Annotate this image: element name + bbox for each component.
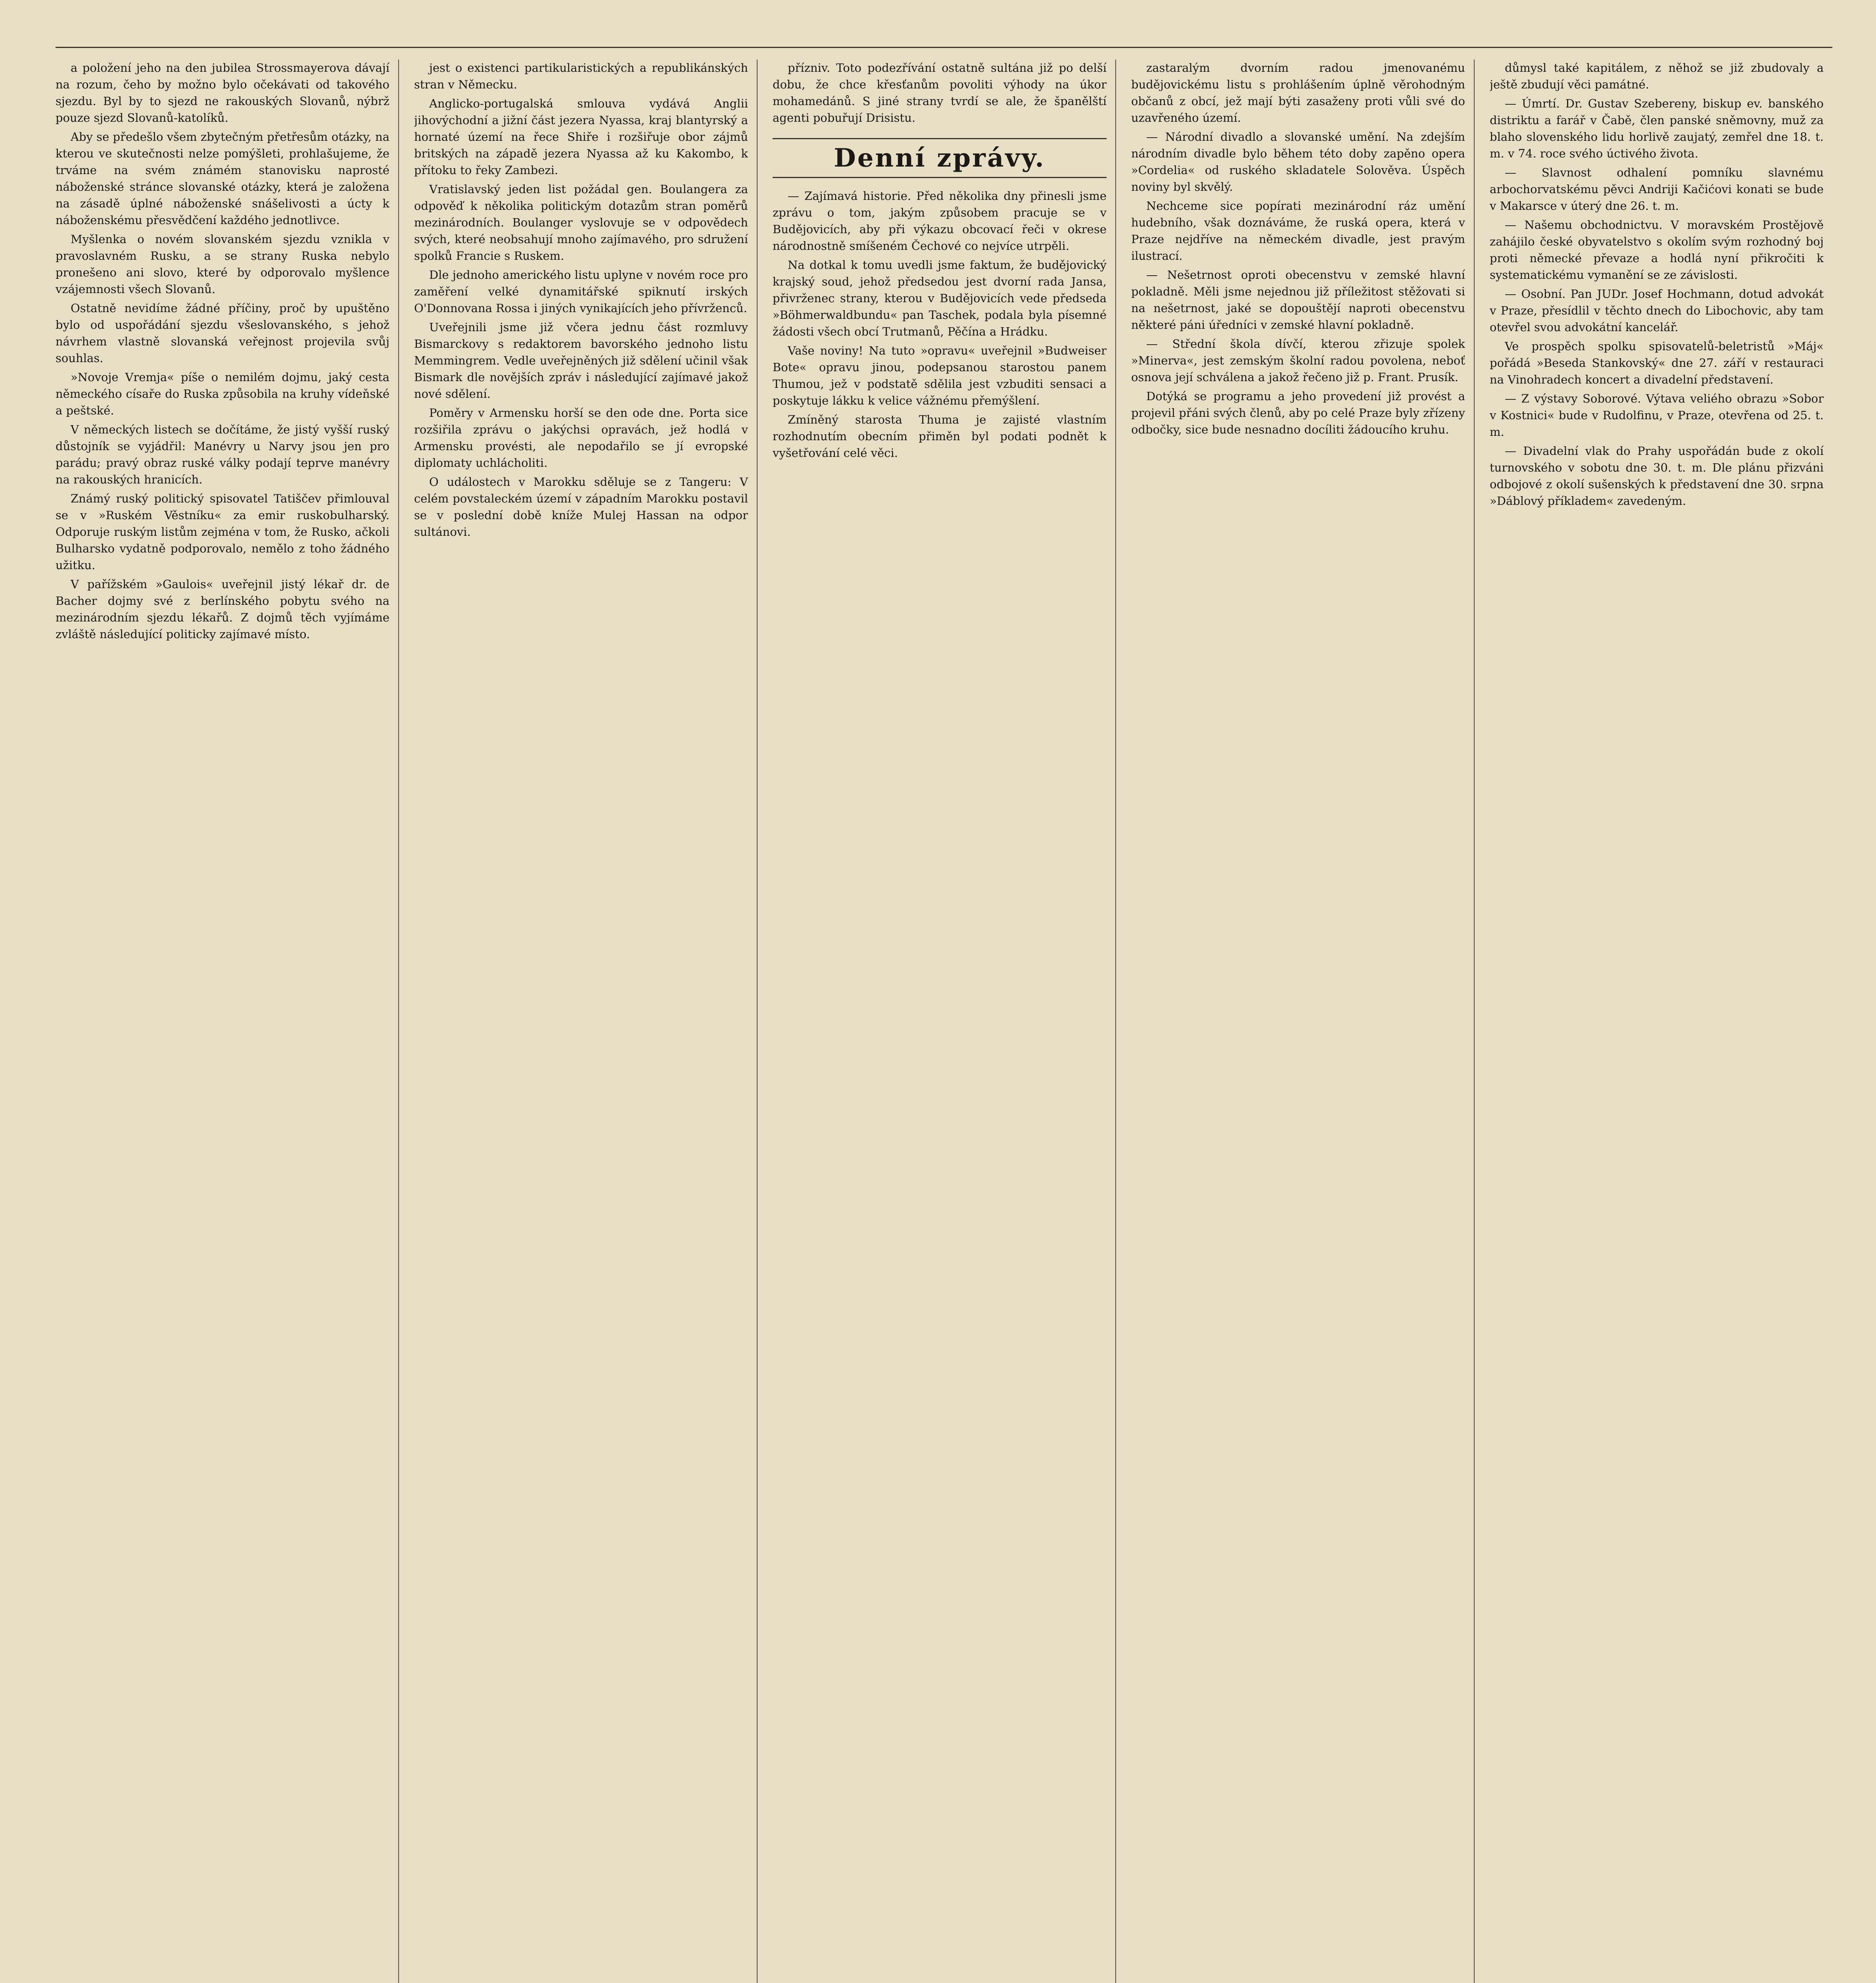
- columns-container: [56, 59, 1832, 1983]
- column-5: [1490, 59, 1832, 1983]
- article-paragraph: — Úmrtí. Dr. Gustav Szebereny, biskup ev. banského distriktu a farář v Čabě, člen panské sněmovny, muž za blaho slovenského lidu horlivě zaujatý, zemřel dne 18. t. m. v 74. roce svého úctivého života.: [1490, 97, 1824, 160]
- article-paragraph: Dle jednoho amerického listu uplyne v novém roce pro zaměření velké dynamitářské spiknutí irských O'Donnovana Rossa i jiných vynikajících jeho přívrženců.: [414, 268, 748, 315]
- article-paragraph: Zmíněný starosta Thuma je zajisté vlastním rozhodnutím obecním přiměn byl podati podnět k vyšetřování celé věci.: [773, 413, 1107, 460]
- article-paragraph: a položení jeho na den jubilea Strossmayerova dávají na rozum, čeho by možno bylo očekávati od takového sjezdu. Byl by to sjezd ne rakouských Slovanů, nýbrž pouze sjezd Slovanů-katolíků.: [56, 61, 389, 125]
- article-paragraph: důmysl také kapitálem, z něhož se již zbudovaly a ještě zbudují věci památné.: [1490, 61, 1824, 91]
- article-paragraph: Ostatně nevidíme žádné příčiny, proč by upuštěno bylo od uspořádání sjezdu všeslovanského, s jehož návrhem vlastně slovanská veřejnost projevila svůj souhlas.: [56, 301, 389, 365]
- article-paragraph: Známý ruský politický spisovatel Tatiščev přimlouval se v »Ruském Věstníku« za emir ruskobulharský. Odporuje ruským listům zejména v tom, že Rusko, ačkoli Bulharsko vydatně podporovalo, nemělo z toho žádného užitku.: [56, 492, 389, 572]
- article-paragraph: jest o existenci partikularistických a republikánských stran v Německu.: [414, 61, 748, 91]
- article-paragraph: V pařížském »Gaulois« uveřejnil jistý lékař dr. de Bacher dojmy své z berlínského pobytu svého na mezinárodním sjezdu lékařů. Z dojmů těch vyjímáme zvláště následující politicky zajímavé místo.: [56, 577, 389, 641]
- article-paragraph: Anglicko-portugalská smlouva vydává Anglii jihovýchodní a jižní část jezera Nyassa, kraj blantyrský a hornaté území na řece Shiře i rozšiřuje obor zájmů britských na západě jezera Nyassa až ku Kakombo, k přítoku to řeky Zambezi.: [414, 97, 748, 177]
- article-paragraph: — Nešetrnost oproti obecenstvu v zemské hlavní pokladně. Měli jsme nejednou již příležitost stěžovati si na nešetrnost, jaké se dopouštějí naproti obecenstvu některé páni úředníci v zemské hlavní pokladně.: [1131, 268, 1465, 332]
- article-paragraph: O událostech v Marokku sděluje se z Tangeru: V celém povstaleckém území v západním Marokku postavil se v poslední době kníže Mulej Hassan na odpor sultánovi.: [414, 475, 748, 539]
- article-paragraph: přízniv. Toto podezřívání ostatně sultána již po delší dobu, že chce křesťanům povoliti výhody na úkor mohamedánů. S jiné strany tvrdí se ale, že španělští agenti pobuřují Drisistu.: [773, 61, 1107, 125]
- article-paragraph: Uveřejnili jsme již včera jednu část rozmluvy Bismarckovy s redaktorem bavorského jednoho listu Memmingrem. Vedle uveřejněných již sdělení učinil však Bismark dle novějších zpráv i následující zajímavé jakož nové sdělení.: [414, 320, 748, 401]
- column-2: [414, 59, 758, 1983]
- article-paragraph: — Našemu obchodnictvu. V moravském Prostějově zahájilo české obyvatelstvo s okolím svým rozhodný boj proti německé převaze a hodlá nyní přikročiti k systematickému vymanění se ze závislosti.: [1490, 218, 1824, 282]
- article-paragraph: Vaše noviny! Na tuto »opravu« uveřejnil »Budweiser Bote« opravu jinou, podepsanou starostou panem Thumou, jež v podstatě sdělila jest vzbuditi sensaci a poskytuje lákku k velice vážnému přemýšlení.: [773, 344, 1107, 407]
- article-paragraph: Ve prospěch spolku spisovatelů-beletristů »Máj« pořádá »Beseda Stankovský« dne 27. září v restauraci na Vinohradech koncert a divadelní představení.: [1490, 339, 1824, 386]
- article-paragraph: V německých listech se dočítáme, že jistý vyšší ruský důstojník se vyjádřil: Manévry u Narvy jsou jen pro parádu; pravý obraz ruské války podají teprve manévry na rakouských hranicích.: [56, 423, 389, 486]
- article-paragraph: — Národní divadlo a slovanské umění. Na zdejším národním divadle bylo během této doby zapěno opera »Cordelia« od ruského skladatele Solověva. Úspěch noviny byl skvělý.: [1131, 130, 1465, 194]
- article-paragraph: — Střední škola dívčí, kterou zřizuje spolek »Minerva«, jest zemským školní radou povolena, neboť osnova její schválena a jakož řečeno již p. Frant. Prusík.: [1131, 337, 1465, 384]
- article-paragraph: Aby se předešlo všem zbytečným přetřesům otázky, na kterou ve skutečnosti nelze pomýšleti, prohlašujeme, že trváme na svém známém stanovisku naprosté náboženské stránce slovanské otázky, která je založena na zásadě úplné náboženské snášelivosti a úcty k náboženskému přesvědčení každého jednotlivce.: [56, 130, 389, 227]
- article-paragraph: — Z výstavy Soborové. Výtava veliého obrazu »Sobor v Kostnici« bude v Rudolfinu, v Praze, otevřena od 25. t. m.: [1490, 392, 1824, 439]
- top-rule: [56, 47, 1832, 48]
- article-paragraph: — Osobní. Pan JUDr. Josef Hochmann, dotud advokát v Praze, přesídlil v těchto dnech do Libochovic, aby tam otevřel svou advokátní kancelář.: [1490, 287, 1824, 334]
- article-paragraph: — Divadelní vlak do Prahy uspořádán bude z okolí turnovského v sobotu dne 30. t. m. Dle plánu přizváni odbojové z okolí sušenských k představení dne 30. srpna »Dáblový příkladem« zavedeným.: [1490, 444, 1824, 508]
- column-3: [773, 59, 1116, 1983]
- article-paragraph: zastaralým dvorním radou jmenovanému budějovickému listu s prohlášením úplně věrohodným občanů z obcí, jež mají býti zasaženy proti vůli své do uzavřeného území.: [1131, 61, 1465, 125]
- article-paragraph: Nechceme sice popírati mezinárodní ráz umění hudebního, však doznáváme, že ruská opera, která v Praze nejdříve na německém divadle, jest pravým ilustrací.: [1131, 199, 1465, 263]
- article-paragraph: »Novoje Vremja« píše o nemilém dojmu, jaký cesta německého císaře do Ruska způsobila na kruhy vídeňské a peštské.: [56, 370, 389, 417]
- column-4: [1131, 59, 1475, 1983]
- column-1: [56, 59, 399, 1983]
- article-paragraph: Dotýká se programu a jeho provedení již provést a projevil přáni svých členů, aby po celé Praze byly zřízeny odbočky, sice bude nesnadno docíliti žádoucího kruhu.: [1131, 389, 1465, 436]
- article-paragraph: Na dotkal k tomu uvedli jsme faktum, že budějovický krajský soud, jehož předsedou jest dvorní rada Jansa, přivrženec strany, kterou v Budějovicích vede předseda »Böhmerwaldbundu« pan Taschek, podala byla písemné žádosti všech obcí Trutmanů, Pěčína a Hrádku.: [773, 258, 1107, 338]
- article-paragraph: — Slavnost odhalení pomníku slavnému arbochorvatskému pěvci Andriji Kačićovi konati se bude v Makarsce v úterý dne 26. t. m.: [1490, 166, 1824, 213]
- article-paragraph: Myšlenka o novém slovanském sjezdu vznikla v pravoslavném Rusku, a se strany Ruska nebylo pronešeno ani slovo, které by odporovalo myšlence vzájemnosti všech Slovanů.: [56, 232, 389, 296]
- article-paragraph: — Zajímavá historie. Před několika dny přinesli jsme zprávu o tom, jakým způsobem pracuje se v Budějovicích, aby při výkazu obcovací řeči v okrese národnostně smíšeném Čechové co nejvíce utrpěli.: [773, 189, 1107, 253]
- article-paragraph: Vratislavský jeden list požádal gen. Boulangera za odpověď k několika politickým dotazům stran poměrů mezinárodních. Boulanger vyslovuje se v odpovědech svých, které neobsahují mnoho zajímavého, pro sdružení spolků Francie s Ruskem.: [414, 182, 748, 263]
- section-header: Denní zprávy.: [773, 138, 1107, 178]
- article-paragraph: Poměry v Armensku horší se den ode dne. Porta sice rozšiřila zprávu o jakýchsi opravách, jež hodlá v Armensku provésti, ale nepodařilo se jí evropské diplomaty uchlácholiti.: [414, 406, 748, 470]
